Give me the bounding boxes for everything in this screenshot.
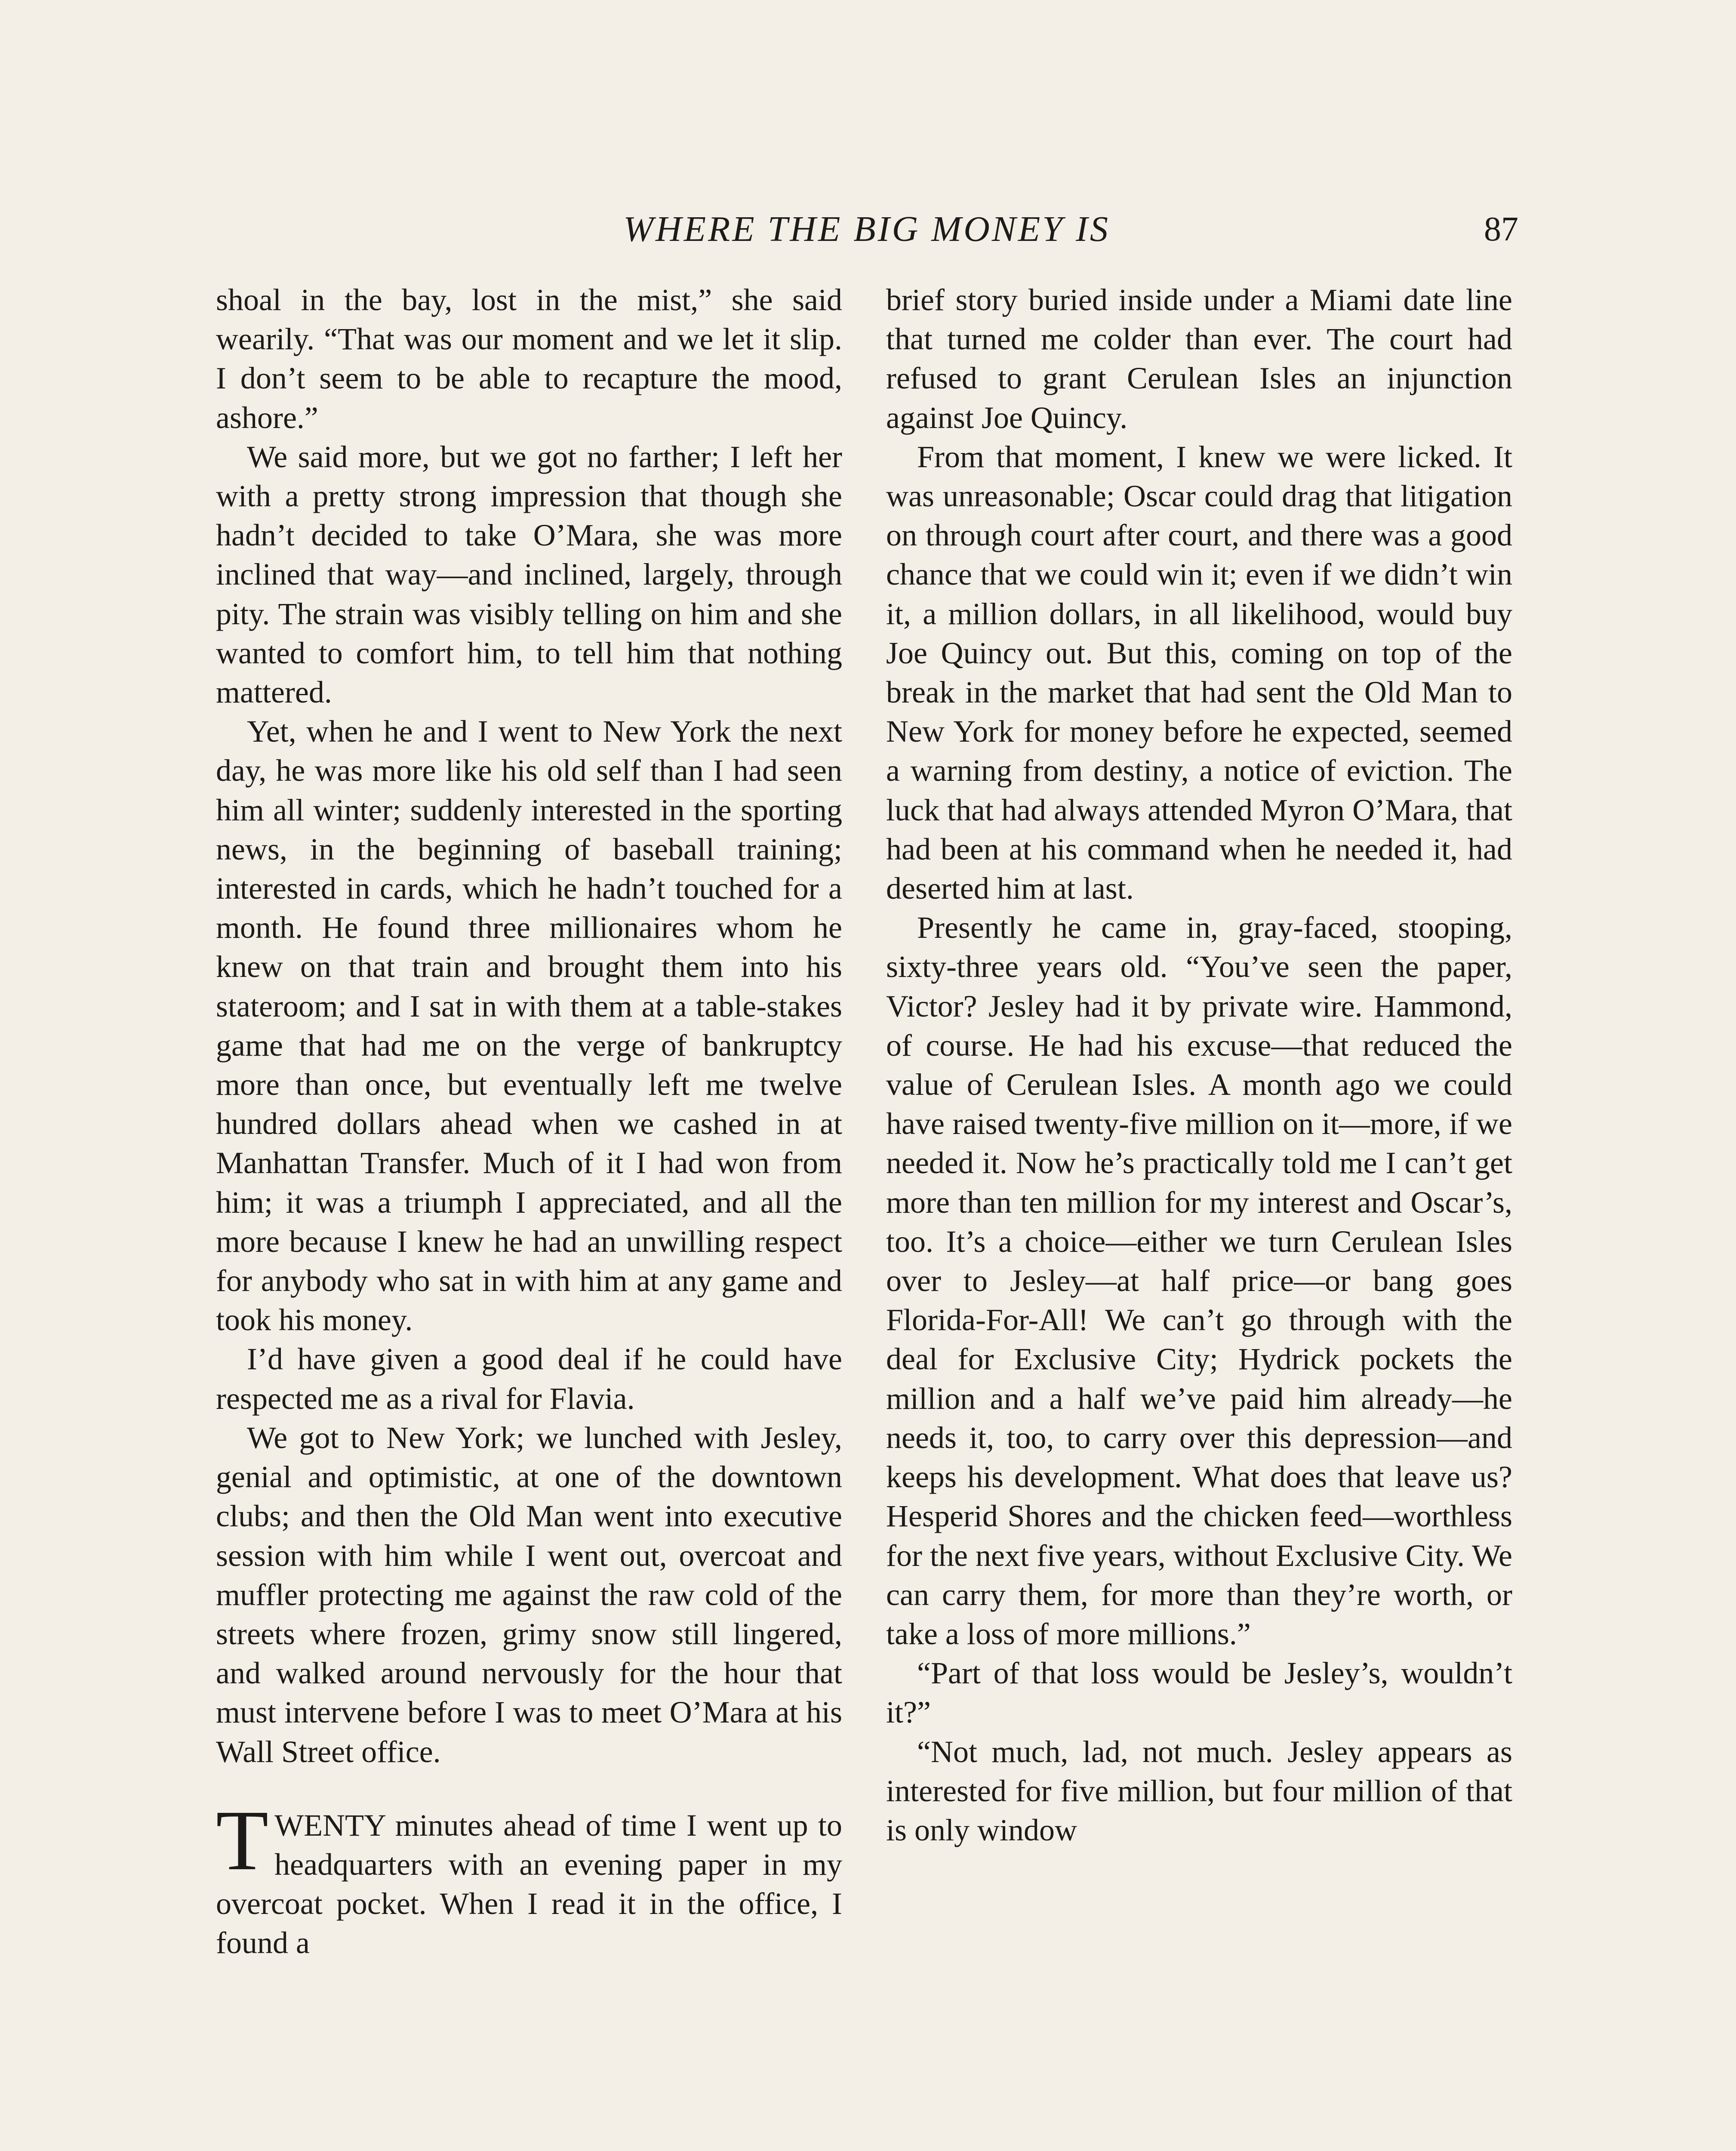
right-column bbox=[886, 280, 1512, 1850]
paragraph: shoal in the bay, lost in the mist,” she said wearily. “That was our moment and we let it slip. I don’t seem to be able to recapture the mood, ashore.” bbox=[216, 283, 842, 435]
paragraph: Presently he came in, gray-faced, stooping, sixty-three years old. “You’ve seen the paper, Victor? Jesley had it by private wire. Hammond, of course. He had his excuse—that reduced the value of Cerulean Isles. A month ago we could have raised twenty-five million on it—more, if we needed it. Now he’s practically told me I can’t get more than ten million for my interest and Oscar’s, too. It’s a choice—either we turn Cerulean Isles over to Jesley—at half price—or bang goes Florida-For-All! We can’t go through with the deal for Exclusive City; Hydrick pockets the million and a half we’ve paid him already—he needs it, too, to carry over this depression—and keeps his development. What does that leave us? Hesperid Shores and the chicken feed—worthless for the next five years, without Exclusive City. We can carry them, for more than they’re worth, or take a loss of more millions.” bbox=[886, 910, 1512, 1651]
page-header bbox=[215, 206, 1518, 253]
paragraph: We said more, but we got no farther; I left her with a pretty strong impression that though she hadn’t decided to take O’Mara, she was more inclined that way—and inclined, largely, through pity. The strain was visibly telling on him and she wanted to comfort him, to tell him that nothing mattered. bbox=[216, 439, 842, 710]
running-title: WHERE THE BIG MONEY IS bbox=[623, 209, 1110, 249]
left-column bbox=[216, 280, 842, 1963]
paragraph: “Part of that loss would be Jesley’s, wouldn’t it?” bbox=[886, 1656, 1512, 1730]
section-opening-paragraph bbox=[216, 1793, 842, 1963]
lead-caps: WENTY bbox=[274, 1808, 385, 1843]
drop-cap: T bbox=[216, 1793, 269, 1888]
paragraph: brief story buried inside under a Miami date line that turned me colder than ever. The court had refused to grant Cerulean Isles an injunction against Joe Quincy. bbox=[886, 283, 1512, 435]
paragraph: We got to New York; we lunched with Jesley, genial and optimistic, at one of the downtown clubs; and then the Old Man went into executive session with him while I went out, overcoat and muffler protecting me against the raw cold of the streets where frozen, grimy snow still lingered, and walked around nervously for the hour that must intervene before I was to meet O’Mara at his Wall Street office. bbox=[216, 1420, 842, 1769]
paragraph: I’d have given a good deal if he could have respected me as a rival for Flavia. bbox=[216, 1342, 842, 1416]
paragraph: From that moment, I knew we were licked. It was unreasonable; Oscar could drag that litigation on through court after court, and there was a good chance that we could win it; even if we didn’t win it, a million dollars, in all likelihood, would buy Joe Quincy out. But this, coming on top of the break in the market that had sent the Old Man to New York for money before he expected, seemed a warning from destiny, a notice of eviction. The luck that had always attended Myron O’Mara, that had been at his command when he needed it, had deserted him at last. bbox=[886, 439, 1512, 906]
section-break bbox=[216, 1772, 842, 1806]
section-text: minutes ahead of time I went up to headquarters with an evening paper in my overcoat pocket. When I read it in the office, I found a bbox=[216, 1808, 842, 1960]
paragraph: Yet, when he and I went to New York the next day, he was more like his old self than I had seen him all winter; suddenly interested in the sporting news, in the beginning of baseball training; interested in cards, which he hadn’t touched for a month. He found three millionaires whom he knew on that train and brought them into his stateroom; and I sat in with them at a table-stakes game that had me on the verge of bankruptcy more than once, but eventually left me twelve hundred dollars ahead when we cashed in at Manhattan Transfer. Much of it I had won from him; it was a triumph I appreciated, and all the more because I knew he had an unwilling respect for anybody who sat in with him at any game and took his money. bbox=[216, 714, 842, 1337]
paragraph: “Not much, lad, not much. Jesley appears as interested for five million, but four million of that is only window bbox=[886, 1734, 1512, 1847]
page-number: 87 bbox=[1484, 210, 1518, 248]
